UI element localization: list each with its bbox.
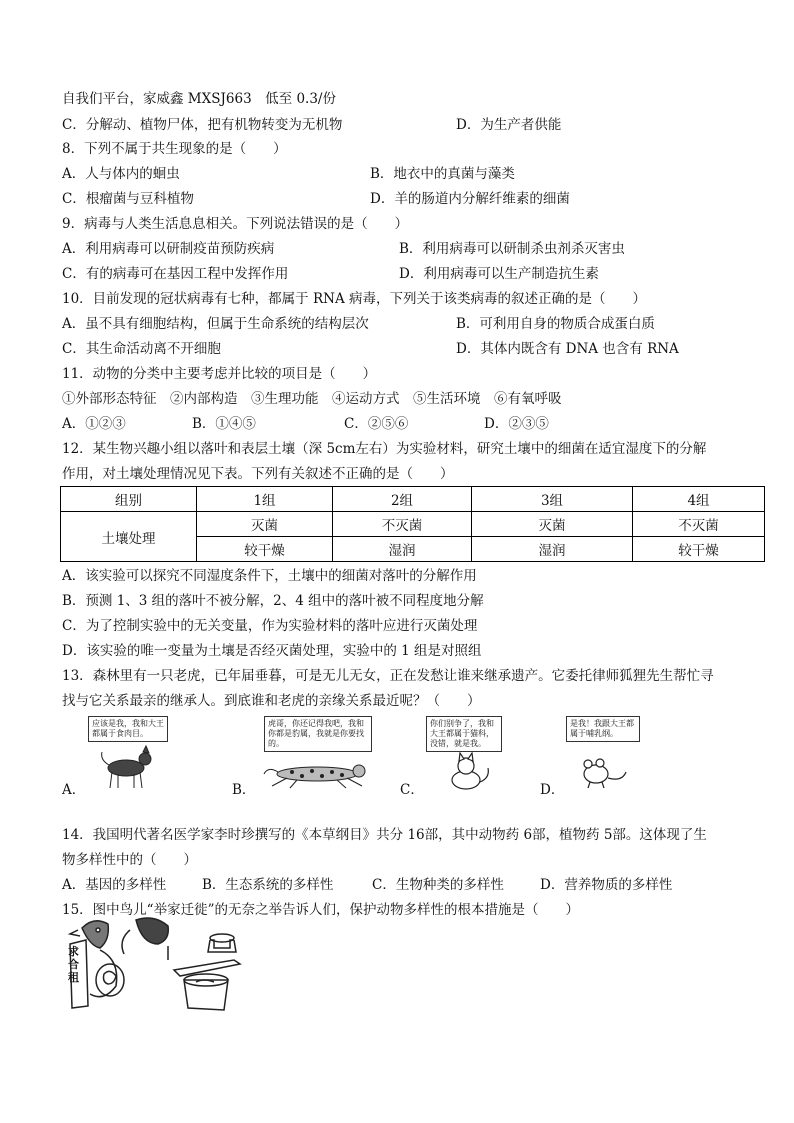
q13-stem-1: 13．森林里有一只老虎，已年届垂暮，可是无儿无女，正在发愁让谁来继承遗产。它委托律师狐狸先生帮忙寻: [62, 668, 714, 684]
mouse-icon: [566, 716, 646, 794]
sign-text: 求合租: [68, 945, 79, 984]
q13-picture-b: [262, 716, 377, 794]
q8-option-b: B．地衣中的真菌与藻类: [370, 166, 515, 182]
q9-option-a: A．利用病毒可以研制疫苗预防疾病: [62, 241, 275, 257]
speech-bubble-a: 应该是我，我和大王都属于食肉目。: [88, 716, 168, 742]
table-cell: 湿润: [333, 537, 472, 562]
dog-icon: [88, 716, 188, 794]
q14-stem-1: 14．我国明代著名医学家李时珍撰写的《本草纲目》共分 16部，其中动物药 6部，植物药 5部。这体现了生: [62, 827, 707, 843]
table-cell: 湿润: [472, 537, 633, 562]
q10-option-a: A．虽不具有细胞结构，但属于生命系统的结构层次: [62, 316, 369, 332]
table-cell: 2组: [333, 487, 472, 512]
q10-stem: 10．目前发现的冠状病毒有七种，都属于 RNA 病毒，下列关于该类病毒的叙述正确的是（ ）: [62, 291, 646, 307]
bird-and-stumps-icon: [64, 910, 249, 1015]
q14-option-a: A．基因的多样性: [62, 877, 167, 893]
q12-option-d: D．该实验的唯一变量为土壤是否经灭菌处理，实验中的 1 组是对照组: [62, 643, 482, 659]
q8-option-d: D．羊的肠道内分解纤维素的细菌: [370, 191, 570, 207]
q12-option-a: A．该实验可以探究不同湿度条件下，土壤中的细菌对落叶的分解作用: [62, 568, 477, 584]
q11-items: ①外部形态特征 ②内部构造 ③生理功能 ④运动方式 ⑤生活环境 ⑥有氧呼吸: [62, 391, 562, 407]
q12-option-c: C．为了控制实验中的无关变量，作为实验材料的落叶应进行灭菌处理: [62, 618, 478, 634]
table-cell: 灭菌: [472, 512, 633, 537]
q14-option-b: B．生态系统的多样性: [202, 877, 334, 893]
table-cell: 1组: [197, 487, 333, 512]
q13-picture-c: [426, 716, 506, 794]
table-cell: 灭菌: [197, 512, 333, 537]
table-cell: 3组: [472, 487, 633, 512]
q10-option-b: B．可利用自身的物质合成蛋白质: [456, 316, 655, 332]
q13-picture-a: [88, 716, 188, 794]
q11-option-d: D．②③⑤: [484, 416, 549, 432]
table-row: [61, 512, 765, 537]
table-cell: 不灭菌: [633, 512, 765, 537]
speech-bubble-b: 虎哥，你还记得我吧，我和你都是豹属，我就是你要找的。: [264, 716, 372, 752]
q11-option-a: A．①②③: [62, 416, 126, 432]
q13-stem-2: 找与它关系最亲的继承人。到底谁和老虎的亲缘关系最近呢？（ ）: [62, 693, 481, 709]
q11-option-c: C．②⑤⑥: [344, 416, 409, 432]
q9-option-c: C．有的病毒可在基因工程中发挥作用: [62, 266, 289, 282]
q13-option-d-label: D．: [540, 782, 565, 798]
table-cell: 不灭菌: [333, 512, 472, 537]
q12-option-b: B．预测 1、3 组的落叶不被分解，2、4 组中的落叶被不同程度地分解: [62, 593, 484, 609]
cat-icon: [426, 716, 506, 794]
table-cell: 较干燥: [633, 537, 765, 562]
q7-option-c: C．分解动、植物尸体，把有机物转变为无机物: [62, 117, 343, 133]
q13-option-a-label: A．: [62, 782, 86, 798]
q15-stem: 15．图中鸟儿“举家迁徙”的无奈之举告诉人们，保护动物多样性的根本措施是（ ）: [62, 902, 579, 918]
table-cell: 4组: [633, 487, 765, 512]
q11-stem: 11．动物的分类中主要考虑并比较的项目是（ ）: [62, 366, 377, 382]
q9-stem: 9．病毒与人类生活息息相关。下列说法错误的是（ ）: [62, 216, 409, 232]
q12-stem-2: 作用，对土壤处理情况见下表。下列有关叙述不正确的是（ ）: [62, 466, 454, 482]
q12-stem-1: 12．某生物兴趣小组以落叶和表层土壤（深 5cm左右）为实验材料，研究土壤中的细菌在适宜湿度下的分解: [62, 441, 707, 457]
q8-option-a: A．人与体内的蛔虫: [62, 166, 180, 182]
q13-option-c-label: C．: [400, 782, 424, 798]
q10-option-d: D．其体内既含有 DNA 也含有 RNA: [456, 341, 679, 357]
speech-bubble-d: 是我！我跟大王都属于哺乳纲。: [566, 716, 640, 742]
speech-bubble-c: 你们别争了，我和大王都属于猫科，没错，就是我。: [426, 716, 502, 752]
header-line: 自我们平台，家威鑫 MXSJ663 低至 0.3/份: [62, 91, 336, 107]
q12-table: [60, 486, 765, 562]
table-cell: 较干燥: [197, 537, 333, 562]
leopard-icon: [262, 716, 377, 794]
q13-picture-d: [566, 716, 646, 794]
table-row: [61, 487, 765, 512]
q14-option-d: D．营养物质的多样性: [540, 877, 673, 893]
q7-option-d: D．为生产者供能: [456, 117, 562, 133]
q11-option-b: B．①④⑤: [192, 416, 256, 432]
q9-option-b: B．利用病毒可以研制杀虫剂杀灭害虫: [399, 241, 625, 257]
q13-option-b-label: B．: [232, 782, 256, 798]
q14-option-c: C．生物种类的多样性: [372, 877, 504, 893]
q10-option-c: C．其生命活动离不开细胞: [62, 341, 221, 357]
q15-illustration: [64, 910, 249, 1015]
q9-option-d: D．利用病毒可以生产制造抗生素: [399, 266, 599, 282]
q14-stem-2: 物多样性中的（ ）: [62, 852, 197, 868]
table-cell: 组别: [61, 487, 197, 512]
q8-stem: 8．下列不属于共生现象的是（ ）: [62, 141, 287, 157]
table-row-label: 土壤处理: [61, 512, 197, 562]
q8-option-c: C．根瘤菌与豆科植物: [62, 191, 194, 207]
